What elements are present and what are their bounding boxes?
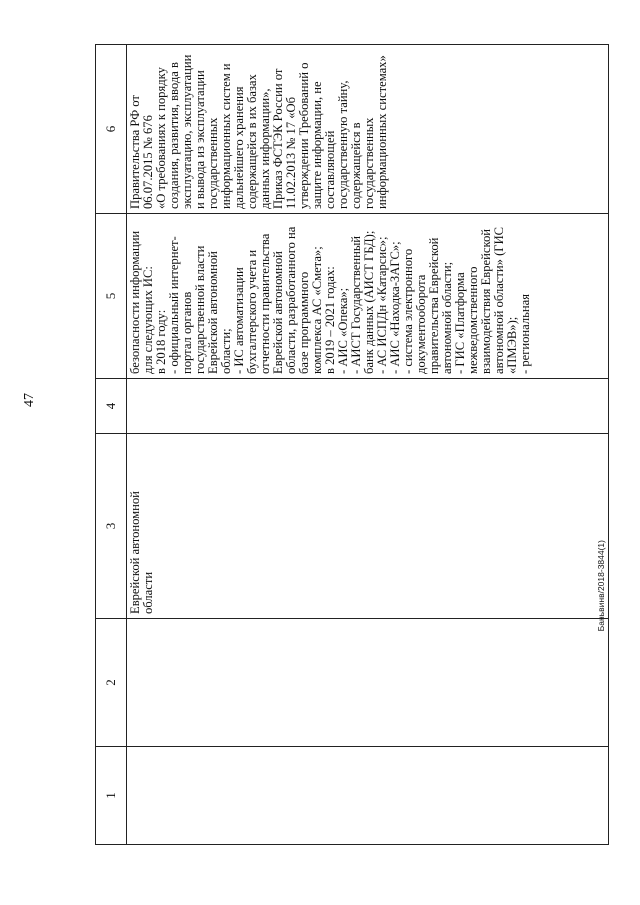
legal-basis-text: Правительства РФ от 06.07.2015 № 676 «О требованиях к порядку создания, развития, ввода в эксплуатацию, эксплуатации и вывода из эксплуатации государственных информационных систем и дальнейшего хранения содержащейся в их базах данных информации», Приказ ФСТЭК России от 11.02.2013 № 17 «Об утверждении Требований о защите информации, не составляющей государственную тайну, содержащейся в государственных информационных системах» xyxy=(128,54,389,209)
document-footer-code: Баньвинв/2018-3844(1) xyxy=(596,540,606,632)
header-col-5: 5 xyxy=(96,214,127,379)
header-col-6: 6 xyxy=(96,45,127,214)
measures-text: безопасности информации для следующих ИС: в 2018 году: - официальный интернет- портал органов государственной власти Еврейской автономной области; - ИС автоматизации бухгалтерского учета и отчетности правительства Еврейской автономной области, разработанного на базе программного комплекса АС «Смета»; в 2019 – 2021 годах: - АИС «Опека»; - АИСТ Государственный банк данных (АИСТ ГБД); - АС ИСПДн «Катарсис»; - АИС «Находка-ЗАГС»; - система электронного документооборота правительства Еврейской автономной области; - ГИС «Платформа межведомственного взаимодействия Еврейской автономной области» (ГИС «ПМЭВ»); - региональная xyxy=(128,226,532,374)
cell-col-1-text xyxy=(127,747,131,844)
table-row xyxy=(127,45,609,845)
header-col-1: 1 xyxy=(96,747,127,845)
cell-col-2 xyxy=(127,619,609,747)
header-col-3: 3 xyxy=(96,434,127,619)
cell-col-6 xyxy=(127,45,609,214)
header-col-2: 2 xyxy=(96,619,127,747)
rotated-table-wrapper xyxy=(95,45,609,845)
table-header-row xyxy=(96,45,127,845)
cell-col-4-text xyxy=(127,379,131,433)
cell-col-2-text xyxy=(127,619,131,746)
cell-col-4 xyxy=(127,379,609,434)
cell-col-3 xyxy=(127,434,609,619)
document-table xyxy=(95,44,609,845)
cell-col-1 xyxy=(127,747,609,845)
cell-col-5 xyxy=(127,214,609,379)
header-col-4: 4 xyxy=(96,379,127,434)
region-name: Еврейской автономной области xyxy=(128,491,155,614)
page-number: 47 xyxy=(22,393,37,407)
